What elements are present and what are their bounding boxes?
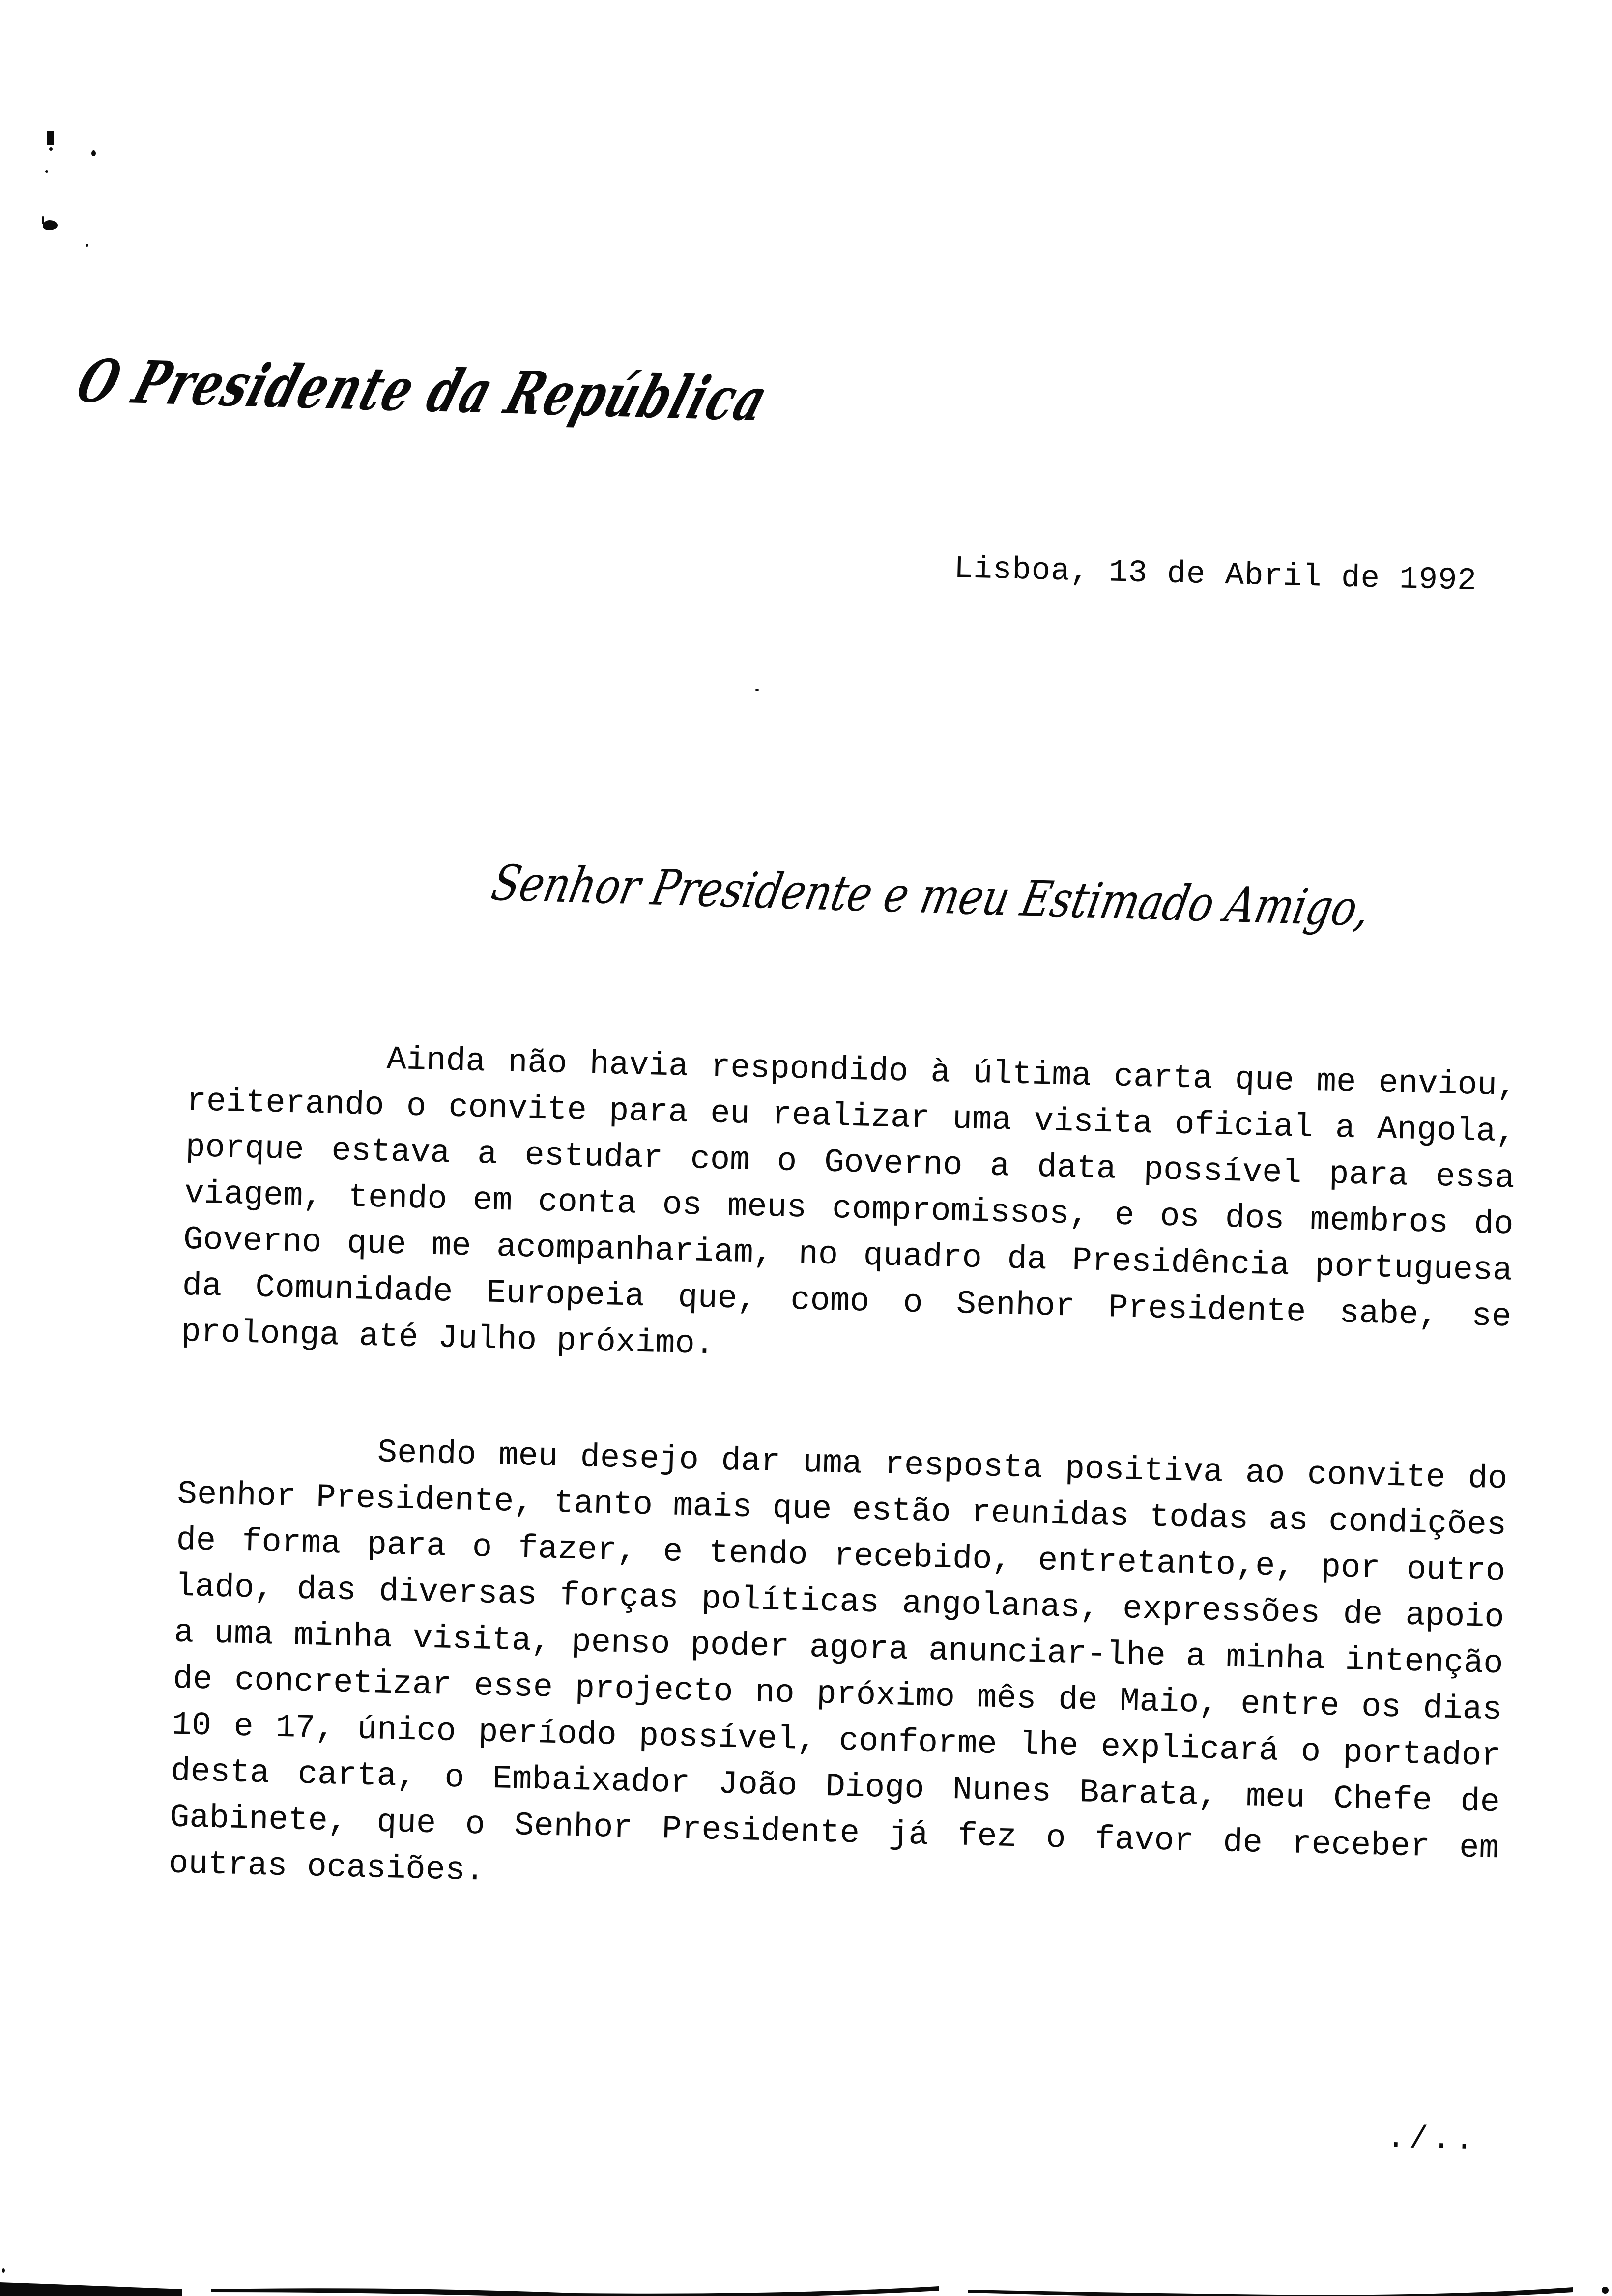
ink-blob	[43, 220, 58, 230]
ink-speck	[2, 2268, 5, 2273]
salutation-handwriting: Senhor Presidente e meu Estimado Amigo,	[487, 854, 1376, 938]
ink-speck	[86, 244, 88, 247]
ink-speck	[755, 689, 759, 691]
continuation-mark: ./..	[1386, 2121, 1478, 2159]
letterhead-script: O Presidente da República	[69, 346, 777, 434]
paragraph: Ainda não havia respondido à última carta que me enviou, reiterando o convite para eu realizar uma visita oficial a Angola, porque estava a estudar com o Governo a data possível para essa viagem, tendo em conta os meus compromissos, e os dos membros do Governo que me acompanhariam, no quadro da Presidência portuguesa da Comunidade Europeia que, como o Senhor Presidente sabe, se prolonga até Julho próximo.	[180, 1041, 1518, 1364]
ink-speck	[45, 170, 48, 173]
date-line: Lisboa, 13 de Abril de 1992	[953, 551, 1477, 600]
ink-speck	[47, 131, 54, 145]
paragraph: Sendo meu desejo dar uma resposta positiva ao convite do Senhor Presidente, tanto mais que estão reunidas todas as condições de forma para o fazer, e tendo recebido, entretanto,e, por outro lado, das diversas forças políticas angolanas, expressões de apoio a uma minha visita, penso poder agora anunciar-lhe a minha intenção de concretizar esse projecto no próximo mês de Maio, entre os dias 10 e 17, único período possível, conforme lhe explicará o portador desta carta, o Embaixador João Diogo Nunes Barata, meu Chefe de Gabinete, que o Senhor Presidente já fez o favor de receber em outras ocasiões.	[168, 1434, 1508, 1890]
letter-body	[168, 1032, 1517, 1918]
ink-speck	[91, 150, 96, 156]
ink-speck	[49, 147, 53, 151]
scan-bottom-edge	[0, 2274, 1612, 2296]
